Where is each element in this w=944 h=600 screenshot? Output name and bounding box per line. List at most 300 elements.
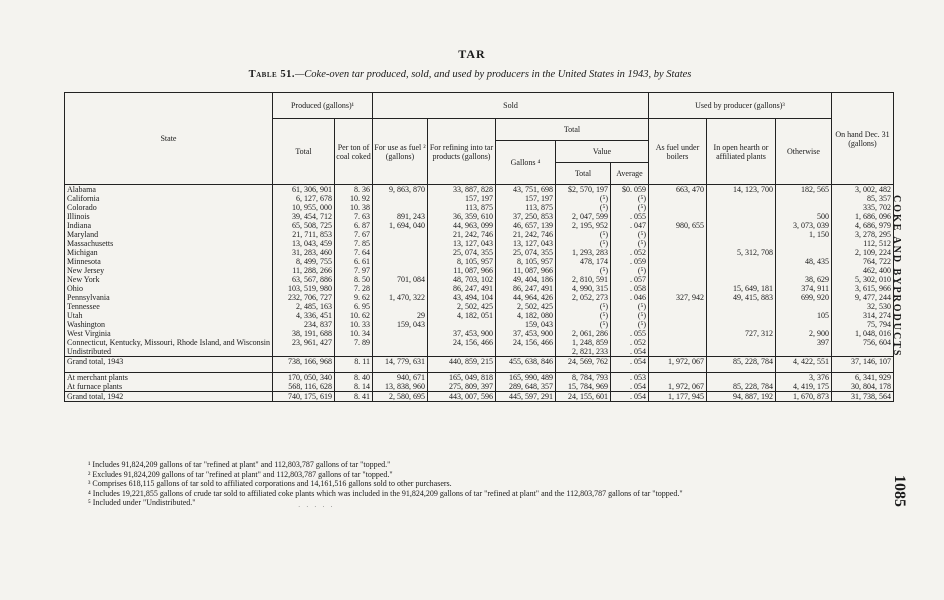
table-cell: 14, 779, 631 [372, 357, 427, 367]
table-cell [775, 347, 831, 357]
table-cell: 7. 89 [334, 338, 372, 347]
table-cell [334, 347, 372, 357]
table-cell [648, 320, 706, 329]
table-cell: 727, 312 [706, 329, 775, 338]
table-cell: . 054 [610, 347, 648, 357]
table-cell: 2, 195, 952 [555, 221, 610, 230]
table-cell [706, 311, 775, 320]
table-cell: 1, 470, 322 [372, 293, 427, 302]
table-cell [372, 248, 427, 257]
row-label: Massachusetts [65, 239, 273, 248]
table-cell: 8, 105, 957 [495, 257, 555, 266]
table-cell: 8, 499, 755 [272, 257, 334, 266]
table-cell: . 055 [610, 329, 648, 338]
table-cell [706, 230, 775, 239]
table-cell: 31, 738, 564 [831, 392, 893, 402]
table-cell [648, 284, 706, 293]
table-cell: 4, 990, 315 [555, 284, 610, 293]
table-cell: 11, 288, 266 [272, 266, 334, 275]
table-cell: 8. 11 [334, 357, 372, 367]
table-row [65, 248, 894, 257]
table-cell: 165, 990, 489 [495, 373, 555, 383]
table-cell [706, 275, 775, 284]
table-cell: 2, 109, 224 [831, 248, 893, 257]
table-cell: 48, 703, 102 [427, 275, 495, 284]
table-row [65, 302, 894, 311]
table-cell: 500 [775, 212, 831, 221]
table-cell: 43, 494, 104 [427, 293, 495, 302]
table-caption [60, 69, 880, 80]
table-cell: 37, 250, 853 [495, 212, 555, 221]
table-row [65, 320, 894, 329]
row-label: Ohio [65, 284, 273, 293]
row-label: West Virginia [65, 329, 273, 338]
plant-row [65, 373, 894, 383]
header-state: State [65, 93, 273, 185]
table-cell: 33, 887, 828 [427, 185, 495, 195]
table-cell: 980, 655 [648, 221, 706, 230]
table-cell [706, 221, 775, 230]
table-cell [648, 373, 706, 383]
table-cell: 1, 686, 096 [831, 212, 893, 221]
table-cell: 13, 127, 043 [427, 239, 495, 248]
row-label: Washington [65, 320, 273, 329]
row-label: Colorado [65, 203, 273, 212]
table-cell [775, 248, 831, 257]
table-cell: 756, 604 [831, 338, 893, 347]
table-cell: 2, 580, 695 [372, 392, 427, 402]
table-cell [706, 302, 775, 311]
table-cell: 8, 784, 793 [555, 373, 610, 383]
table-cell: 8. 36 [334, 185, 372, 195]
table-cell: (⁵) [610, 302, 648, 311]
table-row [65, 329, 894, 338]
table-cell: (⁵) [555, 311, 610, 320]
table-cell: 86, 247, 491 [495, 284, 555, 293]
table-cell: 38, 191, 688 [272, 329, 334, 338]
table-cell: 44, 963, 099 [427, 221, 495, 230]
table-cell: 75, 794 [831, 320, 893, 329]
table-cell: 10. 38 [334, 203, 372, 212]
table-cell [648, 329, 706, 338]
header-produced: Produced (gallons)¹ [272, 93, 372, 119]
table-cell: 6. 61 [334, 257, 372, 266]
table-cell: 740, 175, 619 [272, 392, 334, 402]
table-cell [372, 230, 427, 239]
table-cell: 445, 597, 291 [495, 392, 555, 402]
table-cell: 1, 670, 873 [775, 392, 831, 402]
header-for-fuel: For use as fuel ² (gallons) [372, 119, 427, 185]
table-cell: 289, 648, 357 [495, 382, 555, 392]
table-cell: 455, 638, 846 [495, 357, 555, 367]
table-cell: 32, 530 [831, 302, 893, 311]
table-cell [648, 275, 706, 284]
table-cell: 159, 043 [495, 320, 555, 329]
table-cell: 25, 074, 355 [495, 248, 555, 257]
table-cell [372, 203, 427, 212]
table-cell: 738, 166, 968 [272, 357, 334, 367]
table-cell: 10. 33 [334, 320, 372, 329]
row-label: Connecticut, Kentucky, Missouri, Rhode Island, and Wisconsin [65, 338, 273, 347]
table-cell: 36, 359, 610 [427, 212, 495, 221]
table-cell [775, 320, 831, 329]
table-cell: 21, 242, 746 [427, 230, 495, 239]
header-on-hand: On hand Dec. 31 (gallons) [831, 93, 893, 185]
table-cell: 37, 453, 900 [427, 329, 495, 338]
table-cell: 9, 863, 870 [372, 185, 427, 195]
table-cell: 86, 247, 491 [427, 284, 495, 293]
table-cell: 30, 804, 178 [831, 382, 893, 392]
table-cell [372, 302, 427, 311]
table-cell: 9, 477, 244 [831, 293, 893, 302]
table-cell: 440, 859, 215 [427, 357, 495, 367]
table-cell [427, 347, 495, 357]
table-row [65, 212, 894, 221]
table-cell: 3, 376 [775, 373, 831, 383]
table-cell: 1, 972, 067 [648, 382, 706, 392]
table-cell [372, 257, 427, 266]
table-cell: 10. 34 [334, 329, 372, 338]
table-cell: . 054 [610, 382, 648, 392]
table-cell: 891, 243 [372, 212, 427, 221]
table-cell: 7. 64 [334, 248, 372, 257]
header-value-total: Total [555, 163, 610, 185]
table-cell: 568, 116, 628 [272, 382, 334, 392]
tar-table [64, 92, 894, 402]
row-label: Michigan [65, 248, 273, 257]
header-used-by-producer: Used by producer (gallons)³ [648, 93, 831, 119]
row-label: California [65, 194, 273, 203]
table-cell: 8. 41 [334, 392, 372, 402]
side-section-label: COKE AND BYPRODUCTS [891, 195, 902, 358]
table-cell: 157, 197 [495, 194, 555, 203]
table-cell [775, 194, 831, 203]
table-cell: $0. 059 [610, 185, 648, 195]
table-cell: 701, 084 [372, 275, 427, 284]
table-cell: 24, 155, 601 [555, 392, 610, 402]
table-cell: 14, 123, 700 [706, 185, 775, 195]
table-cell [372, 347, 427, 357]
table-cell [648, 311, 706, 320]
table-cell: 4, 422, 551 [775, 357, 831, 367]
table-cell [372, 266, 427, 275]
table-cell: 1, 177, 945 [648, 392, 706, 402]
table-cell: 374, 911 [775, 284, 831, 293]
header-otherwise: Otherwise [775, 119, 831, 185]
table-cell [648, 194, 706, 203]
table-cell: 1, 248, 859 [555, 338, 610, 347]
table-cell: 4, 182, 080 [495, 311, 555, 320]
table-cell: 335, 702 [831, 203, 893, 212]
table-cell: 25, 074, 355 [427, 248, 495, 257]
table-cell: (⁵) [555, 239, 610, 248]
table-cell: . 046 [610, 293, 648, 302]
table-row [65, 347, 894, 357]
table-cell: 275, 809, 397 [427, 382, 495, 392]
table-row [65, 284, 894, 293]
header-per-ton: Per ton of coal coked [334, 119, 372, 185]
table-row [65, 338, 894, 347]
table-cell: 232, 706, 727 [272, 293, 334, 302]
table-cell: 314, 274 [831, 311, 893, 320]
table-cell: 7. 67 [334, 230, 372, 239]
page-heading: TAR [458, 47, 486, 61]
table-cell [648, 257, 706, 266]
table-cell: 21, 242, 746 [495, 230, 555, 239]
table-cell: 38, 629 [775, 275, 831, 284]
table-cell: 24, 156, 466 [427, 338, 495, 347]
table-cell: 4, 419, 175 [775, 382, 831, 392]
table-cell: 1, 150 [775, 230, 831, 239]
table-row [65, 293, 894, 302]
table-cell: 24, 569, 762 [555, 357, 610, 367]
table-cell: . 059 [610, 257, 648, 266]
table-cell: (⁵) [555, 302, 610, 311]
faint-stamp: · · · · · [298, 503, 335, 511]
table-cell: 699, 920 [775, 293, 831, 302]
table-cell: 48, 435 [775, 257, 831, 266]
table-cell: (⁵) [555, 203, 610, 212]
table-cell: $2, 570, 197 [555, 185, 610, 195]
table-cell: 13, 838, 960 [372, 382, 427, 392]
table-cell [706, 203, 775, 212]
row-label: Maryland [65, 230, 273, 239]
table-cell: 443, 007, 596 [427, 392, 495, 402]
table-cell [495, 347, 555, 357]
table-cell: 65, 508, 725 [272, 221, 334, 230]
table-row [65, 257, 894, 266]
table-cell: (⁵) [610, 320, 648, 329]
header-for-refining: For refining into tar products (gallons) [427, 119, 495, 185]
table-cell: 24, 156, 466 [495, 338, 555, 347]
table-cell [706, 266, 775, 275]
row-label: Utah [65, 311, 273, 320]
table-cell: 1, 048, 016 [831, 329, 893, 338]
table-cell [706, 194, 775, 203]
table-cell [648, 248, 706, 257]
table-cell [648, 338, 706, 347]
table-cell [706, 257, 775, 266]
table-body [65, 185, 894, 402]
table-cell: 6. 95 [334, 302, 372, 311]
table-cell [372, 239, 427, 248]
grand-total-1942-row [65, 392, 894, 402]
grand-total-1943-row [65, 357, 894, 367]
table-cell [706, 212, 775, 221]
table-cell [372, 329, 427, 338]
table-cell [706, 239, 775, 248]
table-cell: 44, 964, 426 [495, 293, 555, 302]
row-label: New York [65, 275, 273, 284]
table-cell: 165, 049, 818 [427, 373, 495, 383]
table-cell: 182, 565 [775, 185, 831, 195]
row-label: Grand total, 1943 [65, 357, 273, 367]
table-cell: (⁵) [610, 239, 648, 248]
table-cell [775, 203, 831, 212]
header-produced-total: Total [272, 119, 334, 185]
table-cell: . 052 [610, 338, 648, 347]
table-cell: . 054 [610, 357, 648, 367]
table-cell: 7. 85 [334, 239, 372, 248]
table-cell: 6. 87 [334, 221, 372, 230]
table-cell: (⁵) [555, 230, 610, 239]
table-cell: 9. 62 [334, 293, 372, 302]
table-cell: 159, 043 [372, 320, 427, 329]
table-cell: 4, 686, 979 [831, 221, 893, 230]
table-cell: 21, 711, 853 [272, 230, 334, 239]
header-as-fuel: As fuel under boilers [648, 119, 706, 185]
table-cell: 8. 40 [334, 373, 372, 383]
table-cell [648, 203, 706, 212]
table-cell: 2, 900 [775, 329, 831, 338]
row-label: New Jersey [65, 266, 273, 275]
table-cell: (⁵) [610, 203, 648, 212]
table-row [65, 194, 894, 203]
table-cell: 11, 087, 966 [427, 266, 495, 275]
table-cell: 63, 567, 886 [272, 275, 334, 284]
table-cell [706, 347, 775, 357]
table-cell: 31, 283, 460 [272, 248, 334, 257]
table-cell: 3, 002, 482 [831, 185, 893, 195]
table-row [65, 185, 894, 195]
table-cell: . 053 [610, 373, 648, 383]
table-cell: 234, 837 [272, 320, 334, 329]
table-cell: 43, 751, 698 [495, 185, 555, 195]
table-cell [648, 239, 706, 248]
table-cell: 663, 470 [648, 185, 706, 195]
table-cell: 39, 454, 712 [272, 212, 334, 221]
table-cell [775, 266, 831, 275]
table-cell: 5, 302, 010 [831, 275, 893, 284]
row-label: Tennessee [65, 302, 273, 311]
table-row [65, 275, 894, 284]
table-cell: 10, 955, 000 [272, 203, 334, 212]
row-label: Grand total, 1942 [65, 392, 273, 402]
table-cell [775, 239, 831, 248]
row-label: Undistributed [65, 347, 273, 357]
table-cell: 8, 105, 957 [427, 257, 495, 266]
table-row [65, 266, 894, 275]
table-cell [706, 320, 775, 329]
table-cell: 85, 357 [831, 194, 893, 203]
row-label: Alabama [65, 185, 273, 195]
table-cell: 7. 97 [334, 266, 372, 275]
table-cell: 157, 197 [427, 194, 495, 203]
table-cell: 13, 043, 459 [272, 239, 334, 248]
table-cell: 2, 502, 425 [427, 302, 495, 311]
row-label: Minnesota [65, 257, 273, 266]
table-number: Table 51. [248, 69, 295, 80]
table-cell: 37, 146, 107 [831, 357, 893, 367]
table-cell [648, 212, 706, 221]
table-cell: 6, 341, 929 [831, 373, 893, 383]
header-sold-total: Total [495, 119, 648, 141]
table-cell: 10. 62 [334, 311, 372, 320]
page-number: 1085 [891, 475, 908, 507]
table-cell: 61, 306, 901 [272, 185, 334, 195]
table-cell: 49, 415, 883 [706, 293, 775, 302]
table-cell: (⁵) [555, 320, 610, 329]
table-cell: (⁵) [610, 266, 648, 275]
row-label: At merchant plants [65, 373, 273, 383]
table-cell [372, 338, 427, 347]
table-cell: 2, 061, 286 [555, 329, 610, 338]
footnote: ⁵ Included under "Undistributed." [88, 498, 196, 507]
table-cell: . 058 [610, 284, 648, 293]
table-cell: 85, 228, 784 [706, 382, 775, 392]
table-cell: 2, 502, 425 [495, 302, 555, 311]
table-cell: 112, 512 [831, 239, 893, 248]
table-cell: 8. 50 [334, 275, 372, 284]
table-cell [372, 284, 427, 293]
table-row [65, 239, 894, 248]
table-cell: 1, 972, 067 [648, 357, 706, 367]
table-cell [648, 347, 706, 357]
table-cell: 397 [775, 338, 831, 347]
header-value: Value [555, 141, 648, 163]
table-cell [427, 320, 495, 329]
table-cell: 327, 942 [648, 293, 706, 302]
plant-row [65, 382, 894, 392]
table-cell: 940, 671 [372, 373, 427, 383]
table-cell: 2, 047, 599 [555, 212, 610, 221]
table-cell: 7. 28 [334, 284, 372, 293]
table-cell: 462, 400 [831, 266, 893, 275]
table-cell [648, 266, 706, 275]
table-cell: 23, 961, 427 [272, 338, 334, 347]
row-label: Indiana [65, 221, 273, 230]
table-cell: 1, 694, 040 [372, 221, 427, 230]
table-cell: . 054 [610, 392, 648, 402]
table-cell: 2, 485, 163 [272, 302, 334, 311]
table-cell: 4, 182, 051 [427, 311, 495, 320]
table-cell: 113, 875 [427, 203, 495, 212]
row-label: Illinois [65, 212, 273, 221]
table-cell: 105 [775, 311, 831, 320]
header-average: Average [610, 163, 648, 185]
table-cell: 29 [372, 311, 427, 320]
table-cell: 7. 63 [334, 212, 372, 221]
table-cell: 8. 14 [334, 382, 372, 392]
footnote: ³ Comprises 618,115 gallons of tar sold to affiliated corporations and 14,161,516 gallons sold to other purchasers. [88, 479, 452, 488]
table-cell: 764, 722 [831, 257, 893, 266]
table-cell: 478, 174 [555, 257, 610, 266]
header-open-hearth: In open hearth or affiliated plants [706, 119, 775, 185]
table-cell: . 055 [610, 212, 648, 221]
footnote: ⁴ Includes 19,221,855 gallons of crude tar sold to affiliated coke plants which was included in the 91,824,209 gallons of tar "refined at plant" and the 112,803,787 gallons of tar "topped." [88, 488, 683, 498]
table-cell: (⁵) [610, 311, 648, 320]
footnote: ² Excludes 91,824,209 gallons of tar "refined at plant" and 112,803,787 gallons of tar "topped." [88, 469, 393, 479]
table-cell: 2, 052, 273 [555, 293, 610, 302]
table-cell: . 057 [610, 275, 648, 284]
table-cell: 11, 087, 966 [495, 266, 555, 275]
table-cell [775, 302, 831, 311]
table-cell: 3, 278, 295 [831, 230, 893, 239]
table-cell: 2, 821, 233 [555, 347, 610, 357]
footnotes [88, 460, 683, 508]
table-row [65, 203, 894, 212]
row-label: At furnace plants [65, 382, 273, 392]
table-cell: 113, 875 [495, 203, 555, 212]
table-row [65, 311, 894, 320]
table-cell: 170, 050, 340 [272, 373, 334, 383]
table-cell: 37, 453, 900 [495, 329, 555, 338]
table-cell: (⁵) [610, 194, 648, 203]
table-cell: 3, 615, 966 [831, 284, 893, 293]
table-cell: 1, 293, 283 [555, 248, 610, 257]
table-title: —Coke-oven tar produced, sold, and used by producers in the United States in 1943, by States [294, 69, 692, 80]
table-cell: 85, 228, 784 [706, 357, 775, 367]
